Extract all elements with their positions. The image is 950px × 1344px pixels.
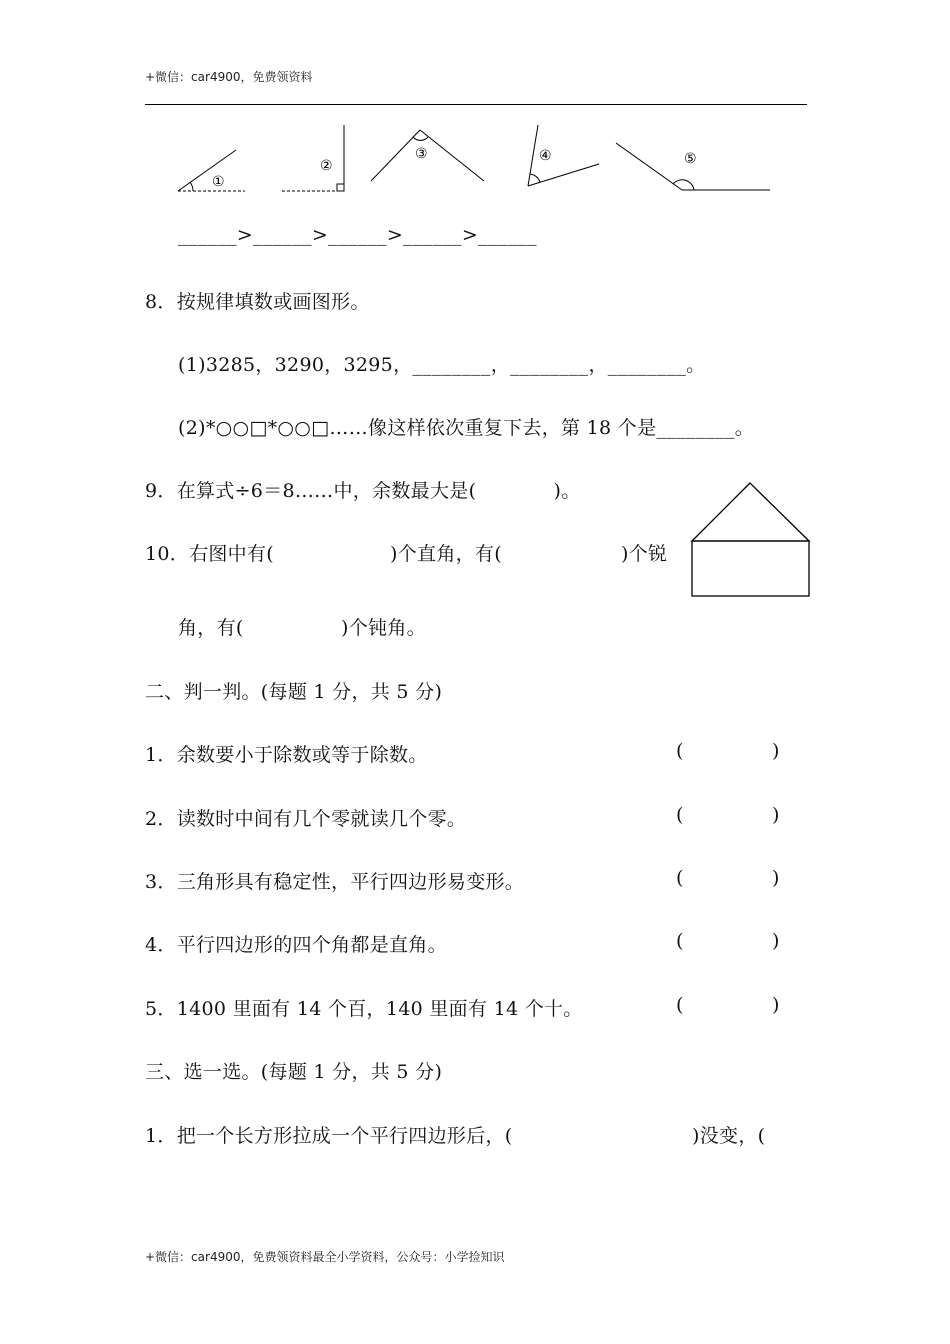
angle-label-1: ① (212, 174, 225, 190)
judge-item-1: 1．余数要小于除数或等于除数。 (145, 744, 428, 766)
q10-part-b: )个直角，有( (390, 543, 502, 565)
judge-item-3: 3．三角形具有稳定性，平行四边形易变形。 (145, 871, 525, 893)
judge-5-open[interactable]: ( (676, 994, 684, 1016)
q8-part1: (1)3285，3290，3295，________，________，________。 (178, 354, 706, 376)
q10-part-c: )个锐 (621, 543, 668, 565)
judge-item-4: 4．平行四边形的四个角都是直角。 (145, 934, 447, 956)
angle-2 (282, 125, 344, 191)
judge-item-5: 5．1400 里面有 14 个百，140 里面有 14 个十。 (145, 998, 583, 1020)
angle-order-blanks: ______>______>______>______>______ (178, 224, 537, 246)
judge-4-close: ) (772, 930, 780, 952)
judge-item-2: 2．读数时中间有几个零就读几个零。 (145, 808, 467, 830)
q10-line2-b: )个钝角。 (341, 617, 426, 639)
angle-label-3: ③ (415, 146, 428, 162)
judge-3-open[interactable]: ( (676, 867, 684, 889)
house-figure (688, 480, 814, 602)
judge-2-open[interactable]: ( (676, 804, 684, 826)
q9-text: 9．在算式÷6＝8……中，余数最大是( )。 (145, 480, 581, 502)
page-header: +微信：car4900，免费领资料 (145, 70, 313, 84)
choice-q1-part-b: )没变，( (692, 1125, 766, 1147)
page-footer: +微信：car4900，免费领资料最全小学资料，公众号：小学捡知识 (145, 1250, 505, 1264)
angle-label-2: ② (320, 158, 333, 174)
angle-label-5: ⑤ (684, 151, 697, 167)
judge-3-close: ) (772, 867, 780, 889)
q8-title: 8．按规律填数或画图形。 (145, 291, 370, 313)
section3-title: 三、选一选。(每题 1 分，共 5 分) (145, 1061, 443, 1083)
q8-part2: (2)*○○□*○○□……像这样依次重复下去，第 18 个是________。 (178, 417, 755, 439)
q10-line2-a: 角，有( (178, 617, 244, 639)
section2-title: 二、判一判。(每题 1 分，共 5 分) (145, 681, 443, 703)
angles-figure (0, 0, 950, 215)
judge-2-close: ) (772, 804, 780, 826)
choice-q1-part-a: 1．把一个长方形拉成一个平行四边形后，( (145, 1125, 513, 1147)
judge-5-close: ) (772, 994, 780, 1016)
judge-1-open[interactable]: ( (676, 740, 684, 762)
judge-1-close: ) (772, 740, 780, 762)
q10-part-a: 10．右图中有( (145, 543, 274, 565)
judge-4-open[interactable]: ( (676, 930, 684, 952)
angle-label-4: ④ (539, 148, 552, 164)
